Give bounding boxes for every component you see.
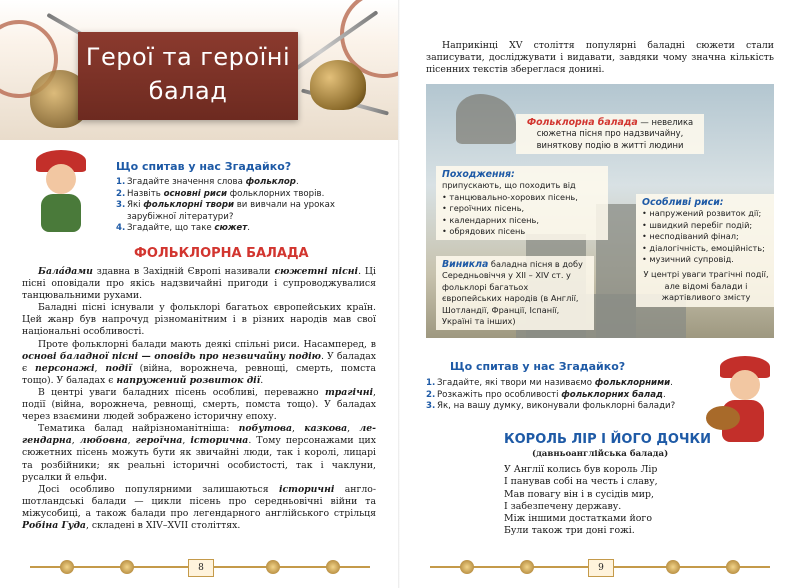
emphasis-text: фольклорні твори bbox=[143, 200, 234, 211]
section-title: ФОЛЬКЛОРНА БАЛАДА bbox=[134, 246, 309, 261]
emerged-heading: Виникла bbox=[442, 259, 489, 270]
title-banner bbox=[0, 0, 400, 140]
text-run: . bbox=[662, 389, 666, 400]
body-text bbox=[22, 266, 376, 532]
emerged-box bbox=[436, 256, 594, 330]
poem-subtitle: (давньоанглійська балада) bbox=[532, 449, 669, 459]
bullet-item: • швидкий перебіг подій; bbox=[642, 219, 753, 230]
emphasis-text: фольклорних балад bbox=[561, 389, 663, 400]
emphasis-text: фольклор bbox=[245, 177, 296, 187]
question-item bbox=[116, 189, 378, 201]
body-paragraph bbox=[22, 387, 376, 423]
question-number: 2. bbox=[426, 389, 436, 400]
emphasis-text: побутова bbox=[238, 423, 293, 435]
center-note: У центрі уваги трагічні події, але відомі балади і жартівливого змісту bbox=[643, 269, 769, 303]
text-run: Проте фольклорні балади мають деякі спільні риси. Насамперед, в bbox=[38, 338, 376, 350]
intro-paragraph: Наприкінці XV століття популярні баладні сюжети стали записувати, досліджувати і видавати, завдяки чому значна кількість пісенних текстів збереглася донині. bbox=[426, 40, 774, 76]
text-run: , складені в XIV–XVII століттях. bbox=[85, 519, 241, 531]
questions-list bbox=[426, 378, 716, 413]
text-run: , bbox=[127, 435, 136, 447]
emphasis-text: історична bbox=[190, 435, 249, 447]
ornament-icon bbox=[266, 560, 280, 574]
bullet-item: • діалогічність, емоційність; bbox=[642, 242, 765, 253]
text-run: Назвіть bbox=[127, 188, 164, 199]
origin-list bbox=[442, 192, 602, 238]
emphasis-text: напружений розвиток дії bbox=[116, 374, 261, 386]
emphasis-text: Робіна Гуда bbox=[22, 519, 86, 531]
question-number: 1. bbox=[116, 177, 126, 187]
emphasis-text: легендарна bbox=[22, 423, 376, 447]
definition-box bbox=[516, 114, 704, 154]
ballad-infographic bbox=[426, 84, 774, 338]
emphasis-text: події bbox=[105, 362, 132, 374]
text-run: Згадайте значення слова bbox=[127, 177, 246, 187]
ornament-icon bbox=[666, 560, 680, 574]
text-run: Тематика балад найрізноманітніша: bbox=[38, 423, 239, 435]
questions-title: Що спитав у нас Згадайко? bbox=[116, 160, 292, 173]
emphasis-text: персонажі bbox=[35, 362, 95, 374]
features-list bbox=[642, 208, 770, 265]
body-paragraph bbox=[22, 302, 376, 338]
origin-heading: Походження: bbox=[442, 169, 515, 180]
question-number: 1. bbox=[426, 378, 436, 388]
text-run: . bbox=[670, 378, 673, 388]
text-run: , події (війна, ворожнеча, ревнощі, смерть, помста тощо). У баладах через взаємини людей зображено історичну епоху. bbox=[22, 386, 376, 423]
text-run: . У баладах є bbox=[22, 350, 376, 374]
bullet-item: • календарних пісень, bbox=[442, 214, 539, 225]
bullet-item: • музичний супровід. bbox=[642, 254, 734, 265]
emphasis-text: трагічні bbox=[324, 386, 374, 398]
text-run: Баладні пісні існували у фольклорі багатьох європейських країн. Цей жанр був напрочуд різноманітним і в різних народів мав свої національні особливості. bbox=[22, 302, 376, 338]
page-footer bbox=[430, 556, 770, 578]
emerged-text: баладна пісня в добу Середньовіччя у XII – XIV ст. у фольклорі багатьох європейських народів (в Англії, Шотландії, Франції, Іспанії, Україні та інших) bbox=[442, 259, 583, 327]
emphasis-text: Бала́дами bbox=[38, 266, 93, 277]
emphasis-text: казкова bbox=[304, 423, 348, 435]
text-run: Згадайте, які твори ми називаємо bbox=[437, 378, 595, 388]
bullet-item: • несподіваний фінал; bbox=[642, 231, 739, 242]
ornament-icon bbox=[326, 560, 340, 574]
emphasis-text: основні риси bbox=[163, 188, 228, 199]
text-run: ви вивчали на уроках зарубіжної літератури? bbox=[127, 200, 335, 222]
page-number: 9 bbox=[588, 559, 614, 577]
text-run: . bbox=[295, 177, 299, 187]
text-run: . bbox=[247, 223, 250, 234]
text-run: . Ці пісні оповідали про якісь надзвичайні пригоди і супроводжувалися танцювальними рухами. bbox=[22, 266, 376, 302]
intro-text bbox=[426, 40, 774, 76]
poem-line: І забезпечену державу. bbox=[504, 500, 622, 512]
page-title-line: Герої та героїні bbox=[85, 43, 291, 71]
body-paragraph bbox=[22, 339, 376, 387]
text-run: . Тому персонажами цих сюжетних пісень можуть бути як звичайні люди, так і королі, лицарі та розбійники; як реальні історичні особистості, так і чаклуни, русалки й ельфи. bbox=[22, 435, 376, 483]
bullet-item: • напружений розвиток дії; bbox=[642, 208, 762, 219]
knight-silhouette bbox=[456, 94, 516, 144]
page-footer bbox=[30, 556, 370, 578]
bullet-item: • героїчних пісень, bbox=[442, 203, 525, 214]
page-title-line: балад bbox=[148, 77, 228, 105]
questions-title: Що спитав у нас Згадайко? bbox=[450, 360, 626, 373]
poem-title: КОРОЛЬ ЛІР І ЙОГО ДОЧКИ bbox=[504, 432, 711, 447]
question-item bbox=[116, 200, 378, 223]
body-paragraph bbox=[22, 266, 376, 302]
definition-text: — невелика сюжетна пісня про надзвичайну, виняткову подію в житті людини bbox=[536, 117, 694, 150]
question-item bbox=[116, 177, 378, 189]
definition-term: Фольклорна балада bbox=[526, 117, 638, 128]
questions-list bbox=[116, 177, 378, 235]
question-item bbox=[116, 223, 378, 235]
bullet-item: • танцювально-хорових пісень, bbox=[442, 191, 578, 202]
question-number: 4. bbox=[116, 223, 126, 234]
emphasis-text: любовна bbox=[79, 435, 128, 447]
poem-line: Між іншими достатками його bbox=[504, 513, 652, 525]
emphasis-text: історичні bbox=[278, 483, 335, 495]
text-run: , bbox=[71, 435, 80, 447]
body-icon bbox=[41, 194, 81, 232]
origin-lead: припускають, що походить від bbox=[442, 180, 576, 191]
features-heading: Особливі риси: bbox=[642, 197, 724, 208]
emphasis-text: фольклорними bbox=[594, 378, 671, 388]
page-number: 8 bbox=[188, 559, 214, 577]
features-box bbox=[636, 194, 774, 307]
poem-line: І панував собі на честь і славу, bbox=[504, 476, 658, 488]
question-number: 3. bbox=[116, 200, 126, 211]
ornament-icon bbox=[520, 560, 534, 574]
zgadayko-character bbox=[26, 150, 96, 236]
text-run: здавна в Західній Європі називали bbox=[92, 266, 275, 277]
question-item bbox=[426, 401, 716, 413]
text-run: Як, на вашу думку, виконували фольклорні балади? bbox=[437, 401, 676, 412]
poem-line: Були також три доні гожі. bbox=[504, 525, 635, 537]
title-ribbon bbox=[78, 32, 298, 120]
ornament-icon bbox=[726, 560, 740, 574]
lute-icon bbox=[706, 406, 740, 430]
face-icon bbox=[730, 370, 760, 400]
ornament-icon bbox=[60, 560, 74, 574]
emphasis-text: сюжет bbox=[214, 223, 248, 234]
text-run: фольклорних творів. bbox=[227, 188, 325, 199]
right-page bbox=[400, 0, 800, 588]
zgadayko-lute-character bbox=[706, 356, 782, 446]
face-icon bbox=[46, 164, 76, 194]
page-title bbox=[78, 40, 298, 108]
text-run: (війна, ворожнеча, ревнощі, смерть, помста тощо). У баладах є bbox=[22, 362, 376, 386]
text-run: Розкажіть про особливості bbox=[437, 389, 562, 400]
origin-box bbox=[436, 166, 608, 240]
question-number: 3. bbox=[426, 401, 436, 412]
emphasis-text: сюжетні пісні bbox=[274, 266, 359, 277]
text-run: Досі особливо популярними залишаються bbox=[38, 483, 279, 495]
text-run: , bbox=[182, 435, 191, 447]
emphasis-text: основі баладної пісні — оповідь про незвичайну подію bbox=[22, 350, 321, 362]
body-paragraph bbox=[22, 484, 376, 532]
poem-text bbox=[504, 464, 658, 538]
text-run: Згадайте, що таке bbox=[127, 223, 215, 234]
body-paragraph bbox=[22, 423, 376, 483]
bullet-item: • обрядових пісень bbox=[442, 226, 526, 237]
text-run: Які bbox=[127, 200, 144, 211]
text-run: , bbox=[347, 423, 360, 435]
poem-line: Мав повагу він і в сусідів мир, bbox=[504, 488, 654, 500]
question-item bbox=[426, 390, 716, 402]
question-item bbox=[426, 378, 716, 390]
ornament-icon bbox=[120, 560, 134, 574]
question-number: 2. bbox=[116, 188, 126, 199]
emphasis-text: героїчна bbox=[135, 435, 183, 447]
text-run: В центрі уваги баладних пісень особливі, переважно bbox=[38, 386, 325, 398]
text-run: , bbox=[292, 423, 305, 435]
text-run: , bbox=[94, 362, 106, 374]
helmet-icon bbox=[310, 60, 366, 110]
ornament-icon bbox=[460, 560, 474, 574]
poem-line: У Англії колись був король Лір bbox=[504, 464, 658, 475]
text-run: . bbox=[260, 374, 264, 386]
text-run: англо-шотландські балади — цикли пісень про середньовічні війни та міжусобиці, а також балади про легендарного англійського стрільця bbox=[22, 483, 376, 519]
